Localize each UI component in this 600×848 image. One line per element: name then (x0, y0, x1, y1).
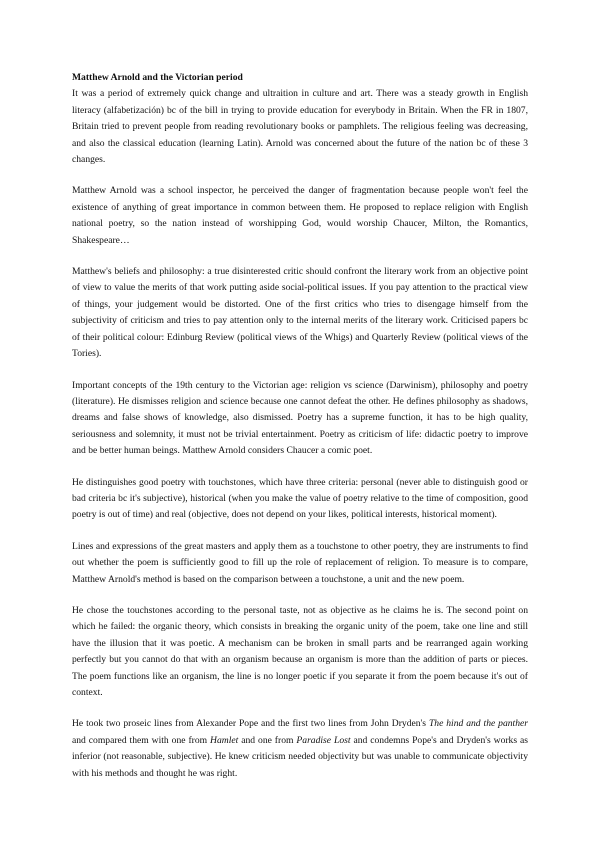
paragraph-8-text-b: and compared them with one from (72, 734, 211, 746)
paragraph-6: Lines and expressions of the great masters and apply them as a touchstone to other poetry, they are instruments to find out whether the poem is sufficiently good to fill up the role of replacement of religion. To measure is to compare, Matthew Arnold's method is based on the comparison between a touchstone, a unit and the new poem. (72, 540, 528, 585)
paragraph-4: Important concepts of the 19th century to the Victorian age: religion vs science (Darwinism), philosophy and poetry (literature). He dismisses religion and science because one cannot defeat the other. He defines philosophy as shadows, dreams and false shows of knowledge, also dismissed. Poetry has a supreme function, it has to be high quality, seriousness and solemnity, it must not be trivial entertainment. Poetry as criticism of life: didactic poetry to improve and be better human beings. Matthew Arnold considers Chaucer a comic poet. (72, 379, 528, 457)
paragraph-2: Matthew Arnold was a school inspector, he perceived the danger of fragmentation because people won't feel the existence of anything of great importance in common between them. He proposed to replace religion with English national poetry, so the nation instead of worshipping God, would worship Chaucer, Milton, the Romantics, Shakespeare… (72, 185, 528, 246)
paragraph-1: It was a period of extremely quick change and ultraition in culture and art. There was a steady growth in English literacy (alfabetización) bc of the bill in trying to provide education for everybody in Britain. When the FR in 1807, Britain tried to prevent people from reading revolutionary books or pamphlets. The religious feeling was decreasing, and also the classical education (learning Latin). Arnold was concerned about the future of the nation bc of these 3 changes. (72, 88, 528, 166)
paragraph-8 (72, 716, 528, 782)
paragraph-8-text-a: He took two proseic lines from Alexander Pope and the first two lines from John Dryden's (72, 718, 429, 730)
document-page (72, 70, 528, 797)
paragraph-8-text-c: and one from (238, 734, 297, 746)
paragraph-8-text-d: and condemns Pope's and Dryden's works as inferior (not reasonable, subjective). He knew criticism needed objectivity but was unable to communicate objectivity with his methods and thought he was right. (72, 734, 529, 779)
paragraph-3: Matthew's beliefs and philosophy: a true disinterested critic should confront the literary work from an objective point of view to value the merits of that work putting aside social-political issues. If you pay attention to the practical view of things, your judgement would be distorted. One of the first critics who tries to disengage himself from the subjectivity of criticism and tries to pay attention only to the internal merits of the literary work. Criticised papers bc of their political colour: Edinburg Review (political views of the Whigs) and Quarterly Review (political views of the Tories). (72, 266, 528, 360)
paragraph-7: He chose the touchstones according to the personal taste, not as objective as he claims he is. The second point on which he failed: the organic theory, which consists in breaking the organic unity of the poem, take one line and still have the illusion that it was poetic. A mechanism can be broken in small parts and be rearranged again working perfectly but you cannot do that with an organism because an organism is more than the addition of parts or pieces. The poem functions like an organism, the line is no longer poetic if you separate it from the poem because it's out of context. (72, 604, 528, 698)
work-title-paradise-lost: Paradise Lost (296, 734, 351, 746)
work-title-hind-panther: The hind and the panther (428, 718, 529, 730)
work-title-hamlet: Hamlet (210, 734, 239, 746)
paragraph-5: He distinguishes good poetry with touchstones, which have three criteria: personal (never able to distinguish good or bad criteria bc it's subjective), historical (when you make the value of poetry relative to the time of composition, good poetry is out of time) and real (objective, does not depend on your likes, political interests, historical moment). (72, 476, 528, 521)
document-title: Matthew Arnold and the Victorian period (72, 72, 243, 83)
